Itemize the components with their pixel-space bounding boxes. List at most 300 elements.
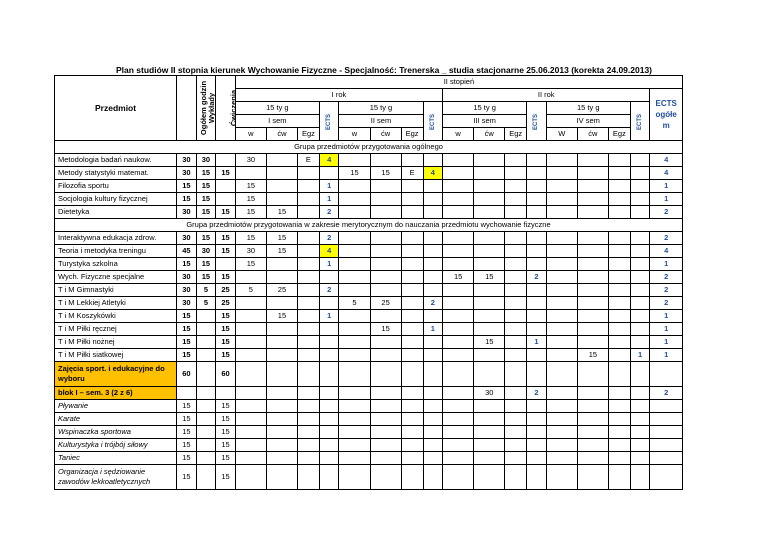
semester-ects: 2 [527,271,547,284]
total-hours: 30 [177,154,197,167]
total-ects: 1 [650,336,683,349]
subject-name: T i M Piłki ręcznej [55,323,177,336]
semester-hours [650,413,683,426]
semester-hours [266,387,297,400]
semester-ects: 2 [527,387,547,400]
semester-hours [235,336,266,349]
semester-ects [319,271,339,284]
exercise-hours: 15 [216,167,236,180]
lecture-hours: 15 [196,167,216,180]
semester-hours [546,258,577,271]
semester-hours [298,310,320,323]
lecture-hours [196,413,216,426]
semester-ects [423,387,443,400]
semester-hours [423,439,443,452]
lecture-hours: 5 [196,297,216,310]
semester-hours [546,193,577,206]
total-hours: 15 [177,310,197,323]
semester-hours [401,258,423,271]
semester-hours [546,323,577,336]
semester-hours [401,452,423,465]
block-row [55,387,683,400]
semester-ects: 2 [423,297,443,310]
semester-hours [401,271,423,284]
total-hours: 30 [177,297,197,310]
semester-hours [266,180,297,193]
elective-row [55,426,683,439]
semester-hours [608,400,630,413]
semester-hours [474,465,505,490]
semester-hours [474,323,505,336]
semester-ects [527,310,547,323]
semester-hours [608,180,630,193]
header-ogolem: Ogółem godzin [177,76,197,141]
semester-hours [319,452,339,465]
semester-hours [339,323,370,336]
semester-hours [505,193,527,206]
semester-hours [505,439,527,452]
semester-hours [474,349,505,362]
semester-hours [401,349,423,362]
semester-ects [527,349,547,362]
total-ects: 2 [650,271,683,284]
total-hours: 15 [177,323,197,336]
semester-hours [339,387,370,400]
subject-name: Organizacja i sędziowanie zawodów lekkoatletycznych [55,465,177,490]
group-header-row [55,219,683,232]
lecture-hours: 15 [196,232,216,245]
semester-hours [235,167,266,180]
elective-row [55,439,683,452]
semester-hours [577,452,608,465]
semester-ects [630,323,650,336]
semester-hours [505,206,527,219]
semester-hours: 15 [235,206,266,219]
semester-hours [577,193,608,206]
semester-hours [443,310,474,323]
exercise-hours: 15 [216,465,236,490]
semester-hours [630,426,650,439]
semester-ects [423,180,443,193]
semester-ects [630,284,650,297]
subject-row [55,284,683,297]
semester-hours [630,452,650,465]
semester-hours [298,180,320,193]
total-ects: 2 [650,206,683,219]
semester-hours [339,193,370,206]
subject-name: blok I – sem. 3 (2 z 6) [55,387,177,400]
semester-ects [527,167,547,180]
semester-ects [527,154,547,167]
semester-hours [443,349,474,362]
semester-hours [608,297,630,310]
semester-hours: 15 [577,349,608,362]
semester-hours [608,193,630,206]
subject-name: T i M Piłki nożnej [55,336,177,349]
semester-ects [319,336,339,349]
exercise-hours: 15 [216,323,236,336]
subject-name: Wspinaczka sportowa [55,426,177,439]
semester-ects [527,180,547,193]
semester-hours [546,387,577,400]
semester-hours [650,465,683,490]
exercise-hours: 15 [216,426,236,439]
semester-hours [474,258,505,271]
exercise-hours: 15 [216,349,236,362]
header-egz: Egz [505,128,527,141]
semester-hours [577,154,608,167]
semester-hours [370,426,401,439]
semester-hours [266,167,297,180]
semester-hours [608,439,630,452]
elective-row [55,413,683,426]
header-cw: ćw [577,128,608,141]
lecture-hours [196,336,216,349]
semester-hours [339,465,370,490]
semester-hours [474,284,505,297]
total-hours: 15 [177,400,197,413]
semester-hours [474,206,505,219]
total-ects: 2 [650,284,683,297]
semester-hours [298,297,320,310]
semester-hours [370,362,401,387]
semester-hours [505,180,527,193]
semester-hours [608,258,630,271]
semester-hours [505,362,527,387]
semester-ects [527,323,547,336]
semester-hours [339,180,370,193]
semester-ects [630,387,650,400]
semester-ects [630,180,650,193]
subject-name: Dietetyka [55,206,177,219]
semester-ects: 2 [319,284,339,297]
semester-hours [339,284,370,297]
group-header-row [55,141,683,154]
subject-row [55,297,683,310]
total-ects: 1 [650,258,683,271]
semester-hours [474,167,505,180]
semester-ects: 1 [423,323,443,336]
semester-hours [577,400,608,413]
semester-hours [650,426,683,439]
exercise-hours [216,258,236,271]
semester-hours [266,297,297,310]
semester-hours [505,245,527,258]
header-ects-ogolem: ECTS ogółe m [650,89,683,141]
semester-hours [319,413,339,426]
exercise-hours: 15 [216,310,236,323]
lecture-hours [196,362,216,387]
semester-hours [298,245,320,258]
semester-hours: 15 [235,232,266,245]
semester-ects: 2 [319,232,339,245]
semester-ects [630,206,650,219]
semester-hours [298,452,320,465]
semester-hours [401,465,423,490]
semester-hours [266,413,297,426]
header-cw: ćw [370,128,401,141]
group-title: Grupa przedmiotów przygotowania w zakresie merytorycznym do nauczania przedmiotu wychowanie fizyczne [55,219,683,232]
page-title: Plan studiów II stopnia kierunek Wychowanie Fizyczne - Specjalność: Trenerska _ studia stacjonarne 25.06.2013 (korekta 24.09.2013) [115,65,653,75]
semester-hours [443,167,474,180]
total-ects: 1 [650,310,683,323]
semester-hours [608,452,630,465]
semester-ects [527,245,547,258]
semester-hours [577,323,608,336]
semester-hours [370,258,401,271]
semester-hours [443,297,474,310]
semester-ects: 1 [630,349,650,362]
semester-hours [577,232,608,245]
total-hours: 15 [177,258,197,271]
semester-hours [505,258,527,271]
lecture-hours [196,400,216,413]
semester-hours [401,154,423,167]
subject-name: Kulturystyka i trójbój siłowy [55,439,177,452]
semester-hours [370,193,401,206]
semester-hours [339,439,370,452]
semester-hours [266,465,297,490]
semester-hours [608,154,630,167]
lecture-hours [196,465,216,490]
semester-hours [298,439,320,452]
semester-hours [401,323,423,336]
semester-hours [266,452,297,465]
semester-hours [423,413,443,426]
semester-hours [339,154,370,167]
semester-hours [401,387,423,400]
semester-hours: 15 [266,310,297,323]
semester-hours [546,426,577,439]
header-stopien: II stopień [235,76,682,89]
semester-hours [266,400,297,413]
semester-hours [505,426,527,439]
semester-hours [546,154,577,167]
subject-name: Turystyka szkolna [55,258,177,271]
semester-hours [370,452,401,465]
header-tyg-1: 15 ty g [235,102,319,115]
semester-hours [298,465,320,490]
semester-hours [235,271,266,284]
lecture-hours: 15 [196,193,216,206]
semester-hours [298,206,320,219]
semester-hours [298,232,320,245]
total-hours: 15 [177,180,197,193]
semester-hours: 15 [474,336,505,349]
semester-hours [443,362,474,387]
semester-hours [577,245,608,258]
semester-hours [370,413,401,426]
total-hours: 30 [177,232,197,245]
lecture-hours: 15 [196,271,216,284]
semester-hours [474,452,505,465]
semester-hours [577,206,608,219]
header-tyg-2: 15 ty g [339,102,423,115]
total-ects: 4 [650,245,683,258]
semester-ects: 1 [527,336,547,349]
header-ects-3: ECTS [527,102,547,141]
semester-hours [401,232,423,245]
exercise-hours [216,193,236,206]
header-egz: Egz [401,128,423,141]
subject-name: Metodologia badań naukow. [55,154,177,167]
total-ects: 1 [650,193,683,206]
semester-ects [630,193,650,206]
semester-hours [370,387,401,400]
semester-hours [546,465,577,490]
subject-row [55,180,683,193]
semester-ects [423,193,443,206]
semester-ects [630,167,650,180]
semester-hours [650,439,683,452]
header-tyg-4: 15 ty g [546,102,630,115]
header-w: w [339,128,370,141]
semester-hours [423,362,443,387]
elective-row [55,452,683,465]
semester-hours [505,452,527,465]
semester-hours [339,400,370,413]
semester-ects [319,297,339,310]
semester-hours [266,439,297,452]
lecture-hours: 30 [196,245,216,258]
semester-hours [266,193,297,206]
semester-hours [370,400,401,413]
semester-hours [577,258,608,271]
semester-hours [443,400,474,413]
total-hours: 45 [177,245,197,258]
semester-hours [443,452,474,465]
subject-row [55,206,683,219]
subject-name: T i M Koszykówki [55,310,177,323]
semester-hours [505,465,527,490]
semester-hours: 15 [474,271,505,284]
semester-hours [505,387,527,400]
semester-hours [474,193,505,206]
subject-row [55,349,683,362]
semester-hours: E [298,154,320,167]
semester-ects [423,258,443,271]
semester-ects [319,387,339,400]
lecture-hours [196,452,216,465]
lecture-hours: 30 [196,154,216,167]
total-hours: 15 [177,439,197,452]
semester-hours [608,362,630,387]
total-hours: 15 [177,465,197,490]
semester-ects: 1 [319,258,339,271]
elective-row [55,465,683,490]
semester-hours [370,284,401,297]
semester-hours [546,206,577,219]
semester-hours [235,439,266,452]
header-ects-2: ECTS [423,102,443,141]
semester-hours [527,362,547,387]
semester-hours [235,323,266,336]
semester-hours [401,245,423,258]
elective-row [55,400,683,413]
semester-hours: 15 [235,258,266,271]
semester-hours [339,245,370,258]
semester-hours [546,452,577,465]
semester-hours [235,349,266,362]
total-hours: 15 [177,413,197,426]
lecture-hours [196,323,216,336]
semester-hours [577,271,608,284]
semester-hours [650,452,683,465]
semester-hours [630,439,650,452]
semester-hours [298,271,320,284]
semester-hours [370,271,401,284]
header-w: w [235,128,266,141]
semester-hours: 30 [235,245,266,258]
subject-row [55,310,683,323]
semester-hours [298,323,320,336]
semester-ects [423,349,443,362]
semester-ects [319,323,339,336]
total-hours: 60 [177,362,197,387]
semester-hours [235,387,266,400]
semester-hours [505,297,527,310]
subject-row [55,258,683,271]
subject-row [55,154,683,167]
semester-hours: 25 [266,284,297,297]
exercise-hours: 25 [216,284,236,297]
semester-hours [608,310,630,323]
header-ects-1: ECTS [319,102,339,141]
semester-hours [630,362,650,387]
semester-hours [608,387,630,400]
semester-hours [401,362,423,387]
semester-hours [319,439,339,452]
semester-hours [546,167,577,180]
semester-hours [370,154,401,167]
semester-hours [505,336,527,349]
subject-name: Pływanie [55,400,177,413]
semester-ects: 1 [319,310,339,323]
subject-name: Wych. Fizyczne specjalne [55,271,177,284]
semester-hours [298,167,320,180]
semester-hours [546,232,577,245]
semester-hours [235,362,266,387]
semester-hours [298,284,320,297]
semester-hours [443,180,474,193]
semester-hours [401,193,423,206]
total-hours: 15 [177,193,197,206]
semester-ects [527,206,547,219]
semester-hours [266,336,297,349]
header-sem4: IV sem [546,115,630,128]
semester-hours [577,336,608,349]
semester-hours [474,362,505,387]
semester-hours [339,452,370,465]
semester-hours [577,439,608,452]
subject-row [55,336,683,349]
total-ects: 2 [650,387,683,400]
subject-name: Taniec [55,452,177,465]
semester-hours [266,426,297,439]
semester-hours [474,310,505,323]
semester-hours [266,154,297,167]
header-cw: ćw [266,128,297,141]
semester-hours [339,258,370,271]
semester-hours [608,232,630,245]
semester-hours [608,426,630,439]
subject-name: Interaktywna edukacja zdrow. [55,232,177,245]
exercise-hours: 15 [216,245,236,258]
semester-hours [370,465,401,490]
semester-hours [266,258,297,271]
semester-hours [577,426,608,439]
semester-ects [319,349,339,362]
